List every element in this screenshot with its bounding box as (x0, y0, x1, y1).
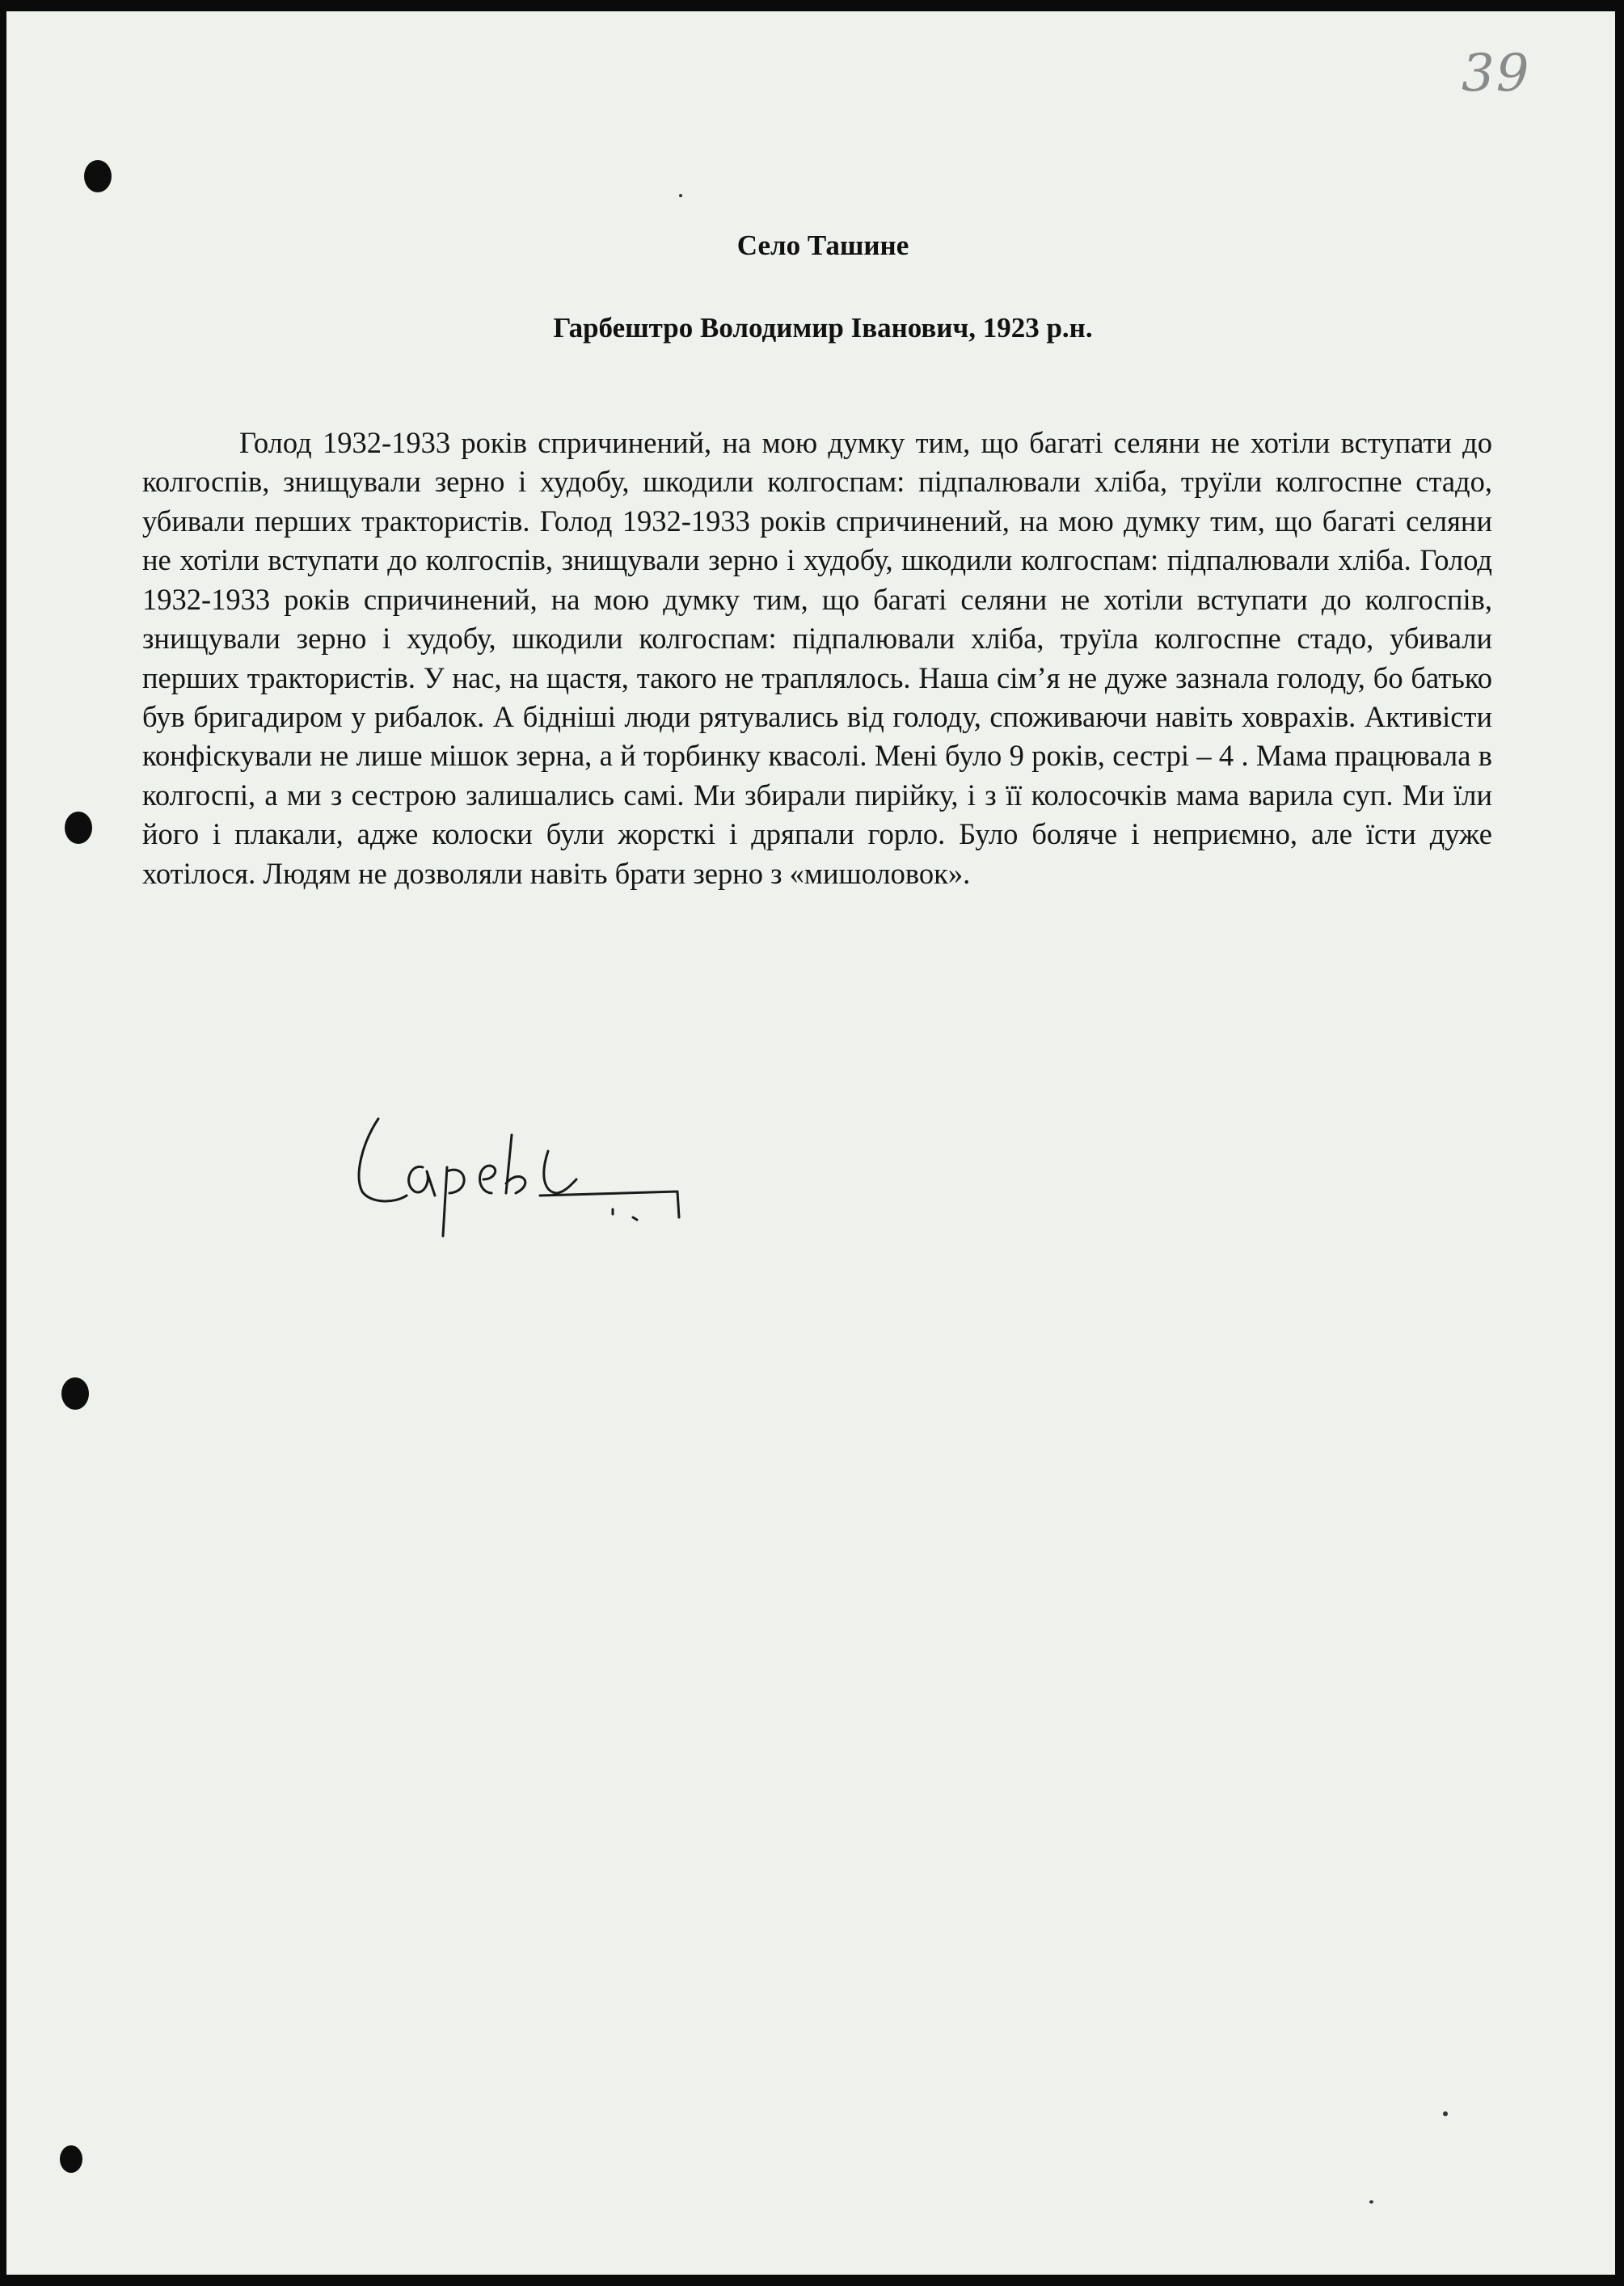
page-number: 39 (1462, 44, 1531, 103)
speck-mark (1443, 2111, 1448, 2116)
handwritten-signature (346, 1103, 766, 1264)
page-title: Село Ташине (736, 230, 909, 261)
speck-mark (1369, 2200, 1373, 2204)
page-subtitle: Гарбештро Володимир Іванович, 1923 р.н. (553, 312, 1093, 344)
punch-hole (65, 812, 92, 844)
speck-mark (679, 194, 682, 197)
punch-hole (61, 1377, 89, 1410)
punch-hole (84, 160, 112, 192)
paper-sheet (6, 11, 1615, 2275)
testimony-text: Голод 1932-1933 років спричинений, на мою думку тим, що багаті селяни не хотіли вступати до колгоспів, знищували зерно і худобу, шкодили колгоспам: підпалювали хліба, труїли колгоспне стадо, убивали перших трактористів. Голод 1932-1933 років спричинений, на мою думку тим, що багаті селяни не хотіли вступати до колгоспів, знищували зерно і худобу, шкодили колгоспам: підпалювали хліба. Голод 1932-1933 років спричинений, на мою думку тим, що багаті селяни не хотіли вступати до колгоспів, знищували зерно і худобу, шкодили колгоспам: підпалювали хліба, труїла колгоспне стадо, убивали перших трактористів. У нас, на щастя, такого не траплялось. Наша сім’я не дуже зазнала голоду, бо батько був бригадиром у рибалок. А бідніші люди рятувались від голоду, споживаючи навіть ховрахів. Активісти конфіскували не лише мішок зерна, а й торбинку квасолі. Мені було 9 років, сестрі – 4 . Мама працювала в колгоспі, а ми з сестрою залишались самі. Ми збирали пирійку, і з її колосочків мама варила суп. Ми їли його і плакали, адже колоски були жорсткі і дряпали горло. Було боляче і неприємно, але їсти дуже хотілося. Людям не дозволяли навіть брати зерно з «мишоловок». (142, 426, 1492, 890)
punch-hole (60, 2145, 82, 2173)
